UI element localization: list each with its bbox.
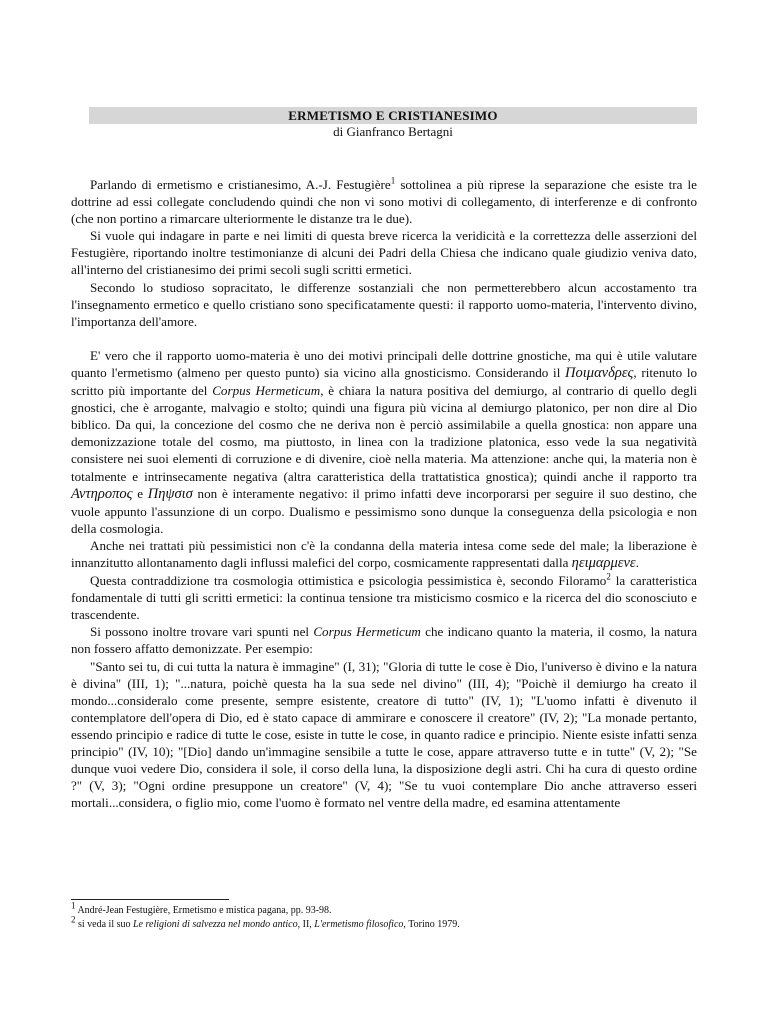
footnotes — [71, 900, 697, 932]
paragraph-7: Si possono inoltre trovare vari spunti nel Corpus Hermeticum che indicano quanto la materia, il cosmo, la natura non fossero affatto demonizzate. Per esempio: — [71, 624, 698, 657]
greek-physis: Πηψσισ — [147, 485, 193, 502]
paragraph-3: Secondo lo studioso sopracitato, le differenze sostanziali che non permetterebbero alcun accostamento tra l'insegnamento ermetico e quello cristiano sono specificatamente questi: il rapporto uomo-materia, l'intervento divino, l'importanza dell'amore. — [71, 279, 697, 329]
paragraph-2: Si vuole qui indagare in parte e nei limiti di questa breve ricerca la veridicità e la correttezza delle asserzioni del Festugière, riportando inoltre testimonianze di alcuni dei Padri della Chiesa che indicano quale giudizio veniva dato, all'interno del cristianesimo dei primi secoli sugli scritti ermetici. — [71, 228, 697, 278]
footnote-ref-2[interactable]: 2 — [606, 571, 611, 582]
footnote-2: $^2$ si veda il suo Le religioni di salvezza nel mondo antico, II, L'ermetismo filosofico, Torino 1979. — [71, 914, 460, 930]
greek-heimarmene: ηειμαρμενε — [571, 554, 636, 571]
paragraph-8-quotations: "Santo sei tu, di cui tutta la natura è immagine" (I, 31); "Gloria di tutte le cose è Dio, l'universo è divino e la natura è divina" (III, 1); "...natura, poichè questa ha la sua sede nel divino" (III, 4); "Poichè il demiurgo ha creato il mondo...consideralo come presente, sempre esistente, creatore di tutto" (IV, 1); "L'uomo infatti è divenuto il contemplatore dell'opera di Dio, ed è stato capace di ammirare e conoscere il creatore" (IV, 2); "La monade pertanto, essendo principio e radice di tutte le cose, esiste in tutte le cose, in quanto radice e principio. Niente esiste infatti senza principio" (IV, 10); "[Dio] dando un'immagine sensibile a tutte le cose, appare attraverso tutte e in tutte" (V, 2); "Se dunque vuoi vedere Dio, considera il sole, il corso della luna, la disposizione degli astri. Chi ha cura di questo ordine ?" (V, 3); "Ogni ordine presuppone un creatore" (V, 4); "Se tu vuoi contemplare Dio anche attraverso esseri mortali...considera, o figlio mio, come l'uomo è formato nel ventre della madre, ed esamina attentamente — [71, 658, 697, 811]
document-title: ERMETISMO E CRISTIANESIMO — [288, 108, 498, 123]
paragraph-6: Questa contraddizione tra cosmologia ottimistica e psicologia pessimistica è, secondo Filoramo$^2$ la caratteristica fondamentale di tutti gli scritti ermetici: la continua tensione tra misticismo cosmico e la ricerca del dio sconosciuto e trascendente. — [71, 571, 697, 623]
greek-poimandres: Ποιμανδρες — [565, 364, 634, 381]
paragraph-4: E' vero che il rapporto uomo-materia è uno dei motivi principali delle dottrine gnostiche, ma qui è utile valutare quanto l'ermetismo (almeno per questo punto) sia vicino alla gnosticismo. Considerando il Ποιμανδρες, ritenuto lo scritto più importante del Corpus Hermeticum, è chiara la natura positiva del demiurgo, al contrario di quello degli gnostici, che è arrogante, malvagio e stolto; quindi una figura più vicina al demiurgo platonico, per non dire al Dio biblico. Da qui, la concezione del cosmo che ne deriva non è perciò assimilabile a quella gnostica: non appare una demonizzazione totale del cosmo, ma piuttosto, in linea con la tradizione platonica, esso vede la sua negatività consistere nei suoi elementi di corruzione e di divenire, cioè nella materia. Ma attenzione: anche qui, la materia non è totalmente e intrinsecamente negativa (altra caratteristica della trattatistica gnostica); quindi anche il rapporto tra Αντηροπος e Πηψσισ non è interamente negativo: il primo infatti deve incorporarsi per seguire il suo destino, che vuole appunto l'assunzione di un corpo. Dualismo e pessimismo sono dunque la conseguenza della psicologia e non della cosmologia. — [71, 347, 698, 536]
footnote-1: $^1$ André-Jean Festugière, Ermetismo e mistica pagana, pp. 93-98. — [71, 900, 332, 916]
corpus-hermeticum-title: Corpus Hermeticum — [212, 383, 321, 399]
body-text — [71, 176, 697, 811]
greek-anthropos: Αντηροπος — [71, 485, 133, 502]
author-line: di Gianfranco Bertagni — [333, 124, 453, 139]
paragraph-1: Parlando di ermetismo e cristianesimo, A.-J. Festugière$^1$ sottolinea a più riprese la separazione che esiste tra le dottrine ad essi collegate concludendo quindi che non vi sono motivi di collegamento, di interferenze e di confronto (che non portino a rimarcare ulteriormente le distanze tra le due). — [71, 175, 697, 227]
footnote-ref-1[interactable]: 1 — [390, 175, 396, 186]
paragraph-5: Anche nei trattati più pessimistici non c'è la condanna della materia intesa come sede del male; la liberazione è innanzitutto allontanamento dagli influssi malefici del corpo, cosmicamente rappresentati dalla ηειμαρμενε. — [71, 537, 697, 571]
corpus-hermeticum-title: Corpus Hermeticum — [313, 624, 421, 640]
footnote-divider — [71, 899, 229, 900]
